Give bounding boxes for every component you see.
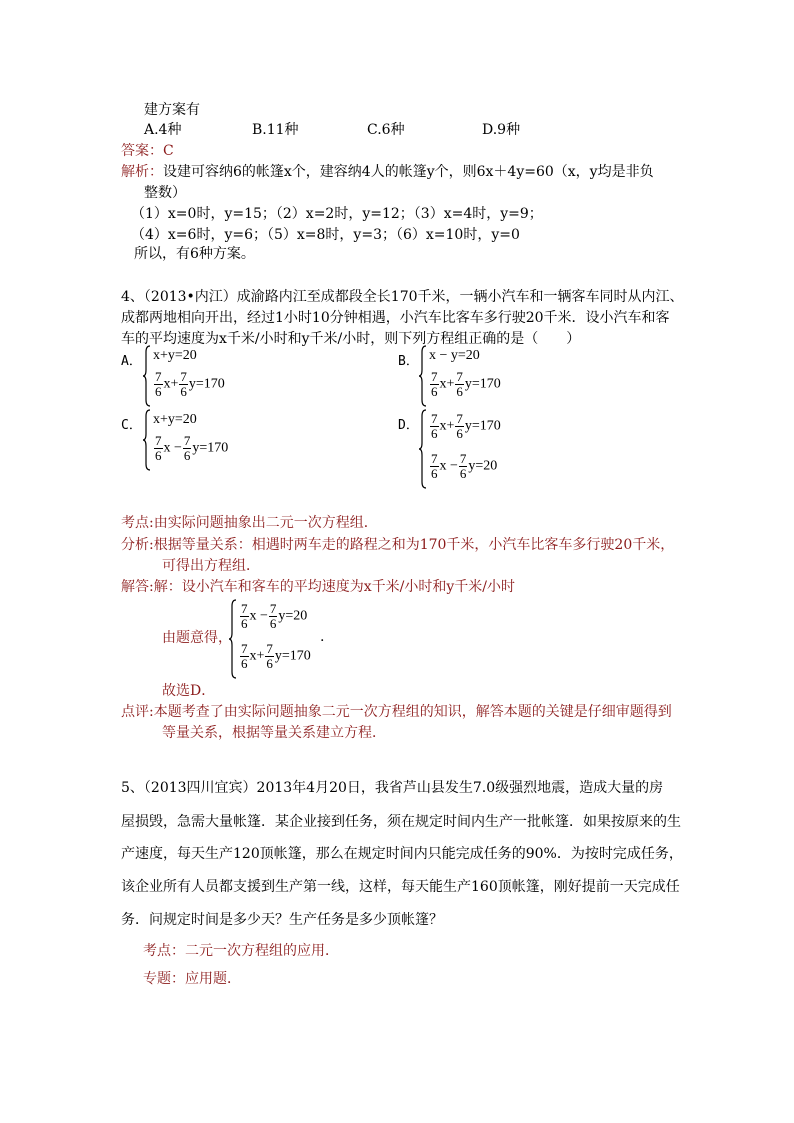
q4-a-eq1: x+y=20 xyxy=(153,348,197,363)
q4-a-eq2: $\frac{7}{6}$ x+ $\frac{7}{6}$ y=170 xyxy=(155,369,225,399)
brace-icon xyxy=(418,408,428,490)
q3-stem-tail: 建方案有 xyxy=(144,102,200,118)
q4-fenxi-line2: 可得出方程组． xyxy=(162,558,260,574)
q4-choose: 故选D． xyxy=(162,683,216,699)
q4-jieda-line1: 解答:解：设小汽车和客车的平均速度为x千米/小时和y千米/小时 xyxy=(121,579,515,595)
q4-stem-line3: 车的平均速度为x千米/小时和y千米/小时，则下列方程组正确的是（ ） xyxy=(121,331,581,347)
q4-option-c-system xyxy=(142,408,262,472)
q3-answer: 答案：C xyxy=(121,143,174,159)
q4-option-a-system xyxy=(142,344,262,408)
q5-stem-line1: 5、（2013四川宜宾）2013年4月20日，我省芦山县发生7.0级强烈地震，造成大量的房 xyxy=(121,780,664,796)
q3-cases-line2: （4）x=6时，y=6；（5）x=8时，y=3；（6）x=10时，y=0 xyxy=(131,227,520,243)
q4-jieda-period: . xyxy=(320,629,325,645)
q3-cases-line1: （1）x=0时，y=15；（2）x=2时，y=12；（3）x=4时，y=9； xyxy=(131,206,543,222)
q4-stem-line1: 4、（2013•内江）成渝路内江至成都段全长170千米，一辆小汽车和一辆客车同时从内江、 xyxy=(121,289,684,305)
q3-option-d: D.9种 xyxy=(482,122,521,138)
q4-stem-line2: 成都两地相向开出，经过1小时10分钟相遇，小汽车比客车多行驶20千米．设小汽车和客 xyxy=(121,310,670,326)
q4-dianping-line2: 等量关系，根据等量关系建立方程． xyxy=(162,725,386,741)
q4-kaodian: 考点:由实际问题抽象出二元一次方程组． xyxy=(121,515,378,531)
q4-option-d-label: D． xyxy=(398,418,419,433)
q4-d-eq2: $\frac{7}{6}$ x − $\frac{7}{6}$ y=20 xyxy=(431,451,498,481)
q3-analysis-line1: 设建可容纳6的帐篷x个，建容纳4人的帐篷y个，则6x＋4y=60（x，y均是非负 xyxy=(163,164,654,180)
brace-icon xyxy=(142,344,152,408)
brace-icon xyxy=(418,344,428,408)
q3-option-a: A.4种 xyxy=(144,122,182,138)
q4-option-b-system xyxy=(418,344,538,408)
q4-dianping-line1: 点评:本题考查了由实际问题抽象二元一次方程组的知识，解答本题的关键是仔细审题得到 xyxy=(121,704,672,720)
q4-jieda-eq1: $\frac{7}{6}$ x − $\frac{7}{6}$ y=20 xyxy=(241,601,308,631)
q4-c-eq2: $\frac{7}{6}$ x − $\frac{7}{6}$ y=170 xyxy=(155,433,229,463)
q4-b-eq2: $\frac{7}{6}$ x+ $\frac{7}{6}$ y=170 xyxy=(431,369,501,399)
q5-kaodian: 考点：二元一次方程组的应用． xyxy=(143,943,339,959)
q3-option-b: B.11种 xyxy=(252,122,299,138)
q5-stem-line4: 该企业所有人员都支援到生产第一线，这样，每天能生产160顶帐篷，刚好提前一天完成任 xyxy=(121,879,680,895)
q3-analysis-label: 解析： xyxy=(121,164,163,180)
q4-d-eq1: $\frac{7}{6}$ x+ $\frac{7}{6}$ y=170 xyxy=(431,411,501,441)
q4-fenxi-line1: 分析:根据等量关系：相遇时两车走的路程之和为170千米，小汽车比客车多行驶20千米， xyxy=(121,537,675,553)
q4-jieda-eq2: $\frac{7}{6}$ x+ $\frac{7}{6}$ y=170 xyxy=(241,641,311,671)
q5-stem-line2: 屋损毁，急需大量帐篷．某企业接到任务，须在规定时间内生产一批帐篷．如果按原来的生 xyxy=(121,814,681,830)
brace-icon xyxy=(228,598,238,680)
q5-zhuanti: 专题：应用题． xyxy=(143,971,241,987)
q5-stem-line5: 务．问规定时间是多少天？生产任务是多少顶帐篷？ xyxy=(121,912,443,928)
q4-option-b-label: B． xyxy=(398,354,419,369)
brace-icon xyxy=(142,408,152,472)
q3-analysis-line2: 整数） xyxy=(144,185,186,201)
q4-option-d-system xyxy=(418,408,538,490)
q4-jieda-system xyxy=(228,598,348,680)
q4-option-a-label: A． xyxy=(121,354,142,369)
q4-jieda-prefix: 由题意得， xyxy=(162,630,232,646)
q4-b-eq1: x − y=20 xyxy=(429,348,480,363)
q4-option-c-label: C． xyxy=(121,418,142,433)
q5-stem-line3: 产速度，每天生产120顶帐篷，那么在规定时间内只能完成任务的90%．为按时完成任务， xyxy=(121,846,683,862)
q3-conclusion: 所以，有6种方案。 xyxy=(134,246,255,262)
q4-c-eq1: x+y=20 xyxy=(153,412,197,427)
q3-option-c: C.6种 xyxy=(367,122,405,138)
